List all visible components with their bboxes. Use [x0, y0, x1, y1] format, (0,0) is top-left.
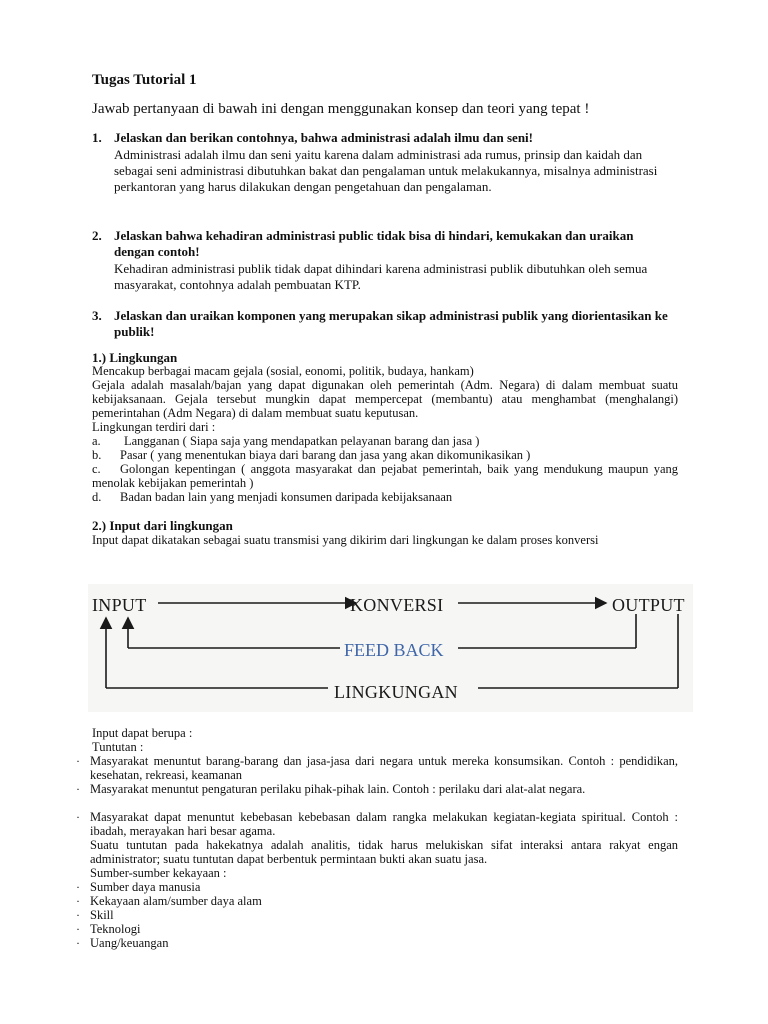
list-item: Badan badan lain yang menjadi konsumen daripada kebijaksanaan [120, 490, 453, 504]
list-label: a. [92, 434, 101, 448]
section-paragraph: Input dapat dikatakan sebagai suatu transmisi yang dikirim dari lingkungan ke dalam proses konversi [92, 533, 599, 547]
section-line: Mencakup berbagai macam gejala (sosial, eonomi, politik, budaya, hankam) [92, 364, 474, 378]
list-intro: Lingkungan terdiri dari : [92, 420, 216, 434]
input-berupa: Input dapat berupa : [92, 726, 193, 740]
question-number: 1. [92, 130, 102, 145]
diagram-lingkungan-label: LINGKUNGAN [334, 682, 458, 702]
sumber-item: Sumber daya manusia [90, 880, 201, 894]
question-text: Jelaskan dan uraikan komponen yang merupakan sikap administrasi publik yang diorientasikan ke publik! [114, 308, 668, 339]
sumber-item: Teknologi [90, 922, 141, 936]
answer-text: Administrasi adalah ilmu dan seni yaitu karena dalam administrasi ada rumus, prinsip dan kaidah dan sebagai seni administrasi dibutuhkan bakat dan pengalaman untuk melakukannya, misalnya administrasi perkantoran yang harus dilakukan dengan pengetahuan dan pengalaman. [114, 147, 658, 194]
diagram-input-label: INPUT [92, 595, 147, 615]
question-text: Jelaskan dan berikan contohnya, bahwa administrasi adalah ilmu dan seni! [114, 130, 533, 145]
section-heading: 1.) Lingkungan [92, 350, 178, 365]
answer-text: Kehadiran administrasi publik tidak dapat dihindari karena administrasi publik dibutuhkan oleh semua masyarakat, contohnya adalah pembuatan KTP. [114, 261, 648, 292]
tuntutan-item: Masyarakat menuntut pengaturan perilaku pihak-pihak lain. Contoh : perilaku dari alat-alat negara. [90, 782, 586, 796]
list-item: Pasar ( yang menentukan biaya dari barang dan jasa yang akan dikomunikasikan ) [120, 448, 531, 462]
list-label: d. [92, 490, 102, 504]
tuntutan-item: Masyarakat menuntut barang-barang dan jasa-jasa dari negara untuk mereka konsumsikan. Contoh : pendidikan, kesehatan, rekreasi, keamanan [90, 754, 678, 782]
bullet-marker: · [76, 754, 80, 768]
sumber-item: Uang/keuangan [90, 936, 169, 950]
page-title: Tugas Tutorial 1 [92, 72, 197, 88]
bullet-marker: · [76, 782, 80, 796]
list-item: Langganan ( Siapa saja yang mendapatkan pelayanan barang dan jasa ) [124, 434, 480, 448]
sumber-item: Kekayaan alam/sumber daya alam [90, 894, 262, 908]
question-text: Jelaskan bahwa kehadiran administrasi public tidak bisa di hindari, kemukakan dan uraikan dengan contoh! [114, 228, 634, 259]
list-label: b. [92, 448, 102, 462]
tuntutan-heading: Tuntutan : [92, 740, 144, 754]
list-item: Golongan kepentingan ( anggota masyarakat dan pejabat pemerintah, baik yang mendukung maupun yang menolak kebijakan pemerintah ) [92, 462, 678, 490]
bullet-marker: · [76, 908, 80, 922]
bullet-marker: · [76, 894, 80, 908]
list-label: c. [92, 462, 101, 476]
diagram-feedback-label: FEED BACK [344, 640, 444, 660]
tuntutan-summary: Suatu tuntutan pada hakekatnya adalah analitis, tidak harus melukiskan sifat interaksi antara rakyat engan administrator; suatu tuntutan dapat berbentuk permintaan bukti akan suatu jasa. [90, 838, 678, 866]
question-number: 2. [92, 228, 102, 243]
diagram-svg [88, 584, 693, 712]
section-paragraph: Gejala adalah masalah/bajan yang dapat digunakan oleh pemerintah (Adm. Negara) di dalam membuat suatu kebijaksanaan. Gejala tersebut mungkin dapat mempercepat (membantu) atau menghambat (menghalangi) pemerintahan (Adm Negara) di dalam membuat suatu keputusan. [92, 378, 678, 420]
tuntutan-item: Masyarakat dapat menuntut kebebasan kebebasan dalam rangka melakukan kegiatan-kegiata spiritual. Contoh : ibadah, merayakan hari besar agama. [90, 810, 678, 838]
sumber-heading: Sumber-sumber kekayaan : [90, 866, 227, 880]
bullet-marker: · [76, 880, 80, 894]
diagram-output-label: OUTPUT [612, 595, 685, 615]
diagram-konversi-label: KONVERSI [350, 595, 444, 615]
process-diagram [88, 584, 693, 712]
bullet-marker: · [76, 922, 80, 936]
question-number: 3. [92, 308, 102, 323]
sumber-item: Skill [90, 908, 114, 922]
section-heading: 2.) Input dari lingkungan [92, 518, 233, 533]
instruction: Jawab pertanyaan di bawah ini dengan menggunakan konsep dan teori yang tepat ! [92, 101, 590, 117]
bullet-marker: · [76, 810, 80, 824]
bullet-marker: · [76, 936, 80, 950]
